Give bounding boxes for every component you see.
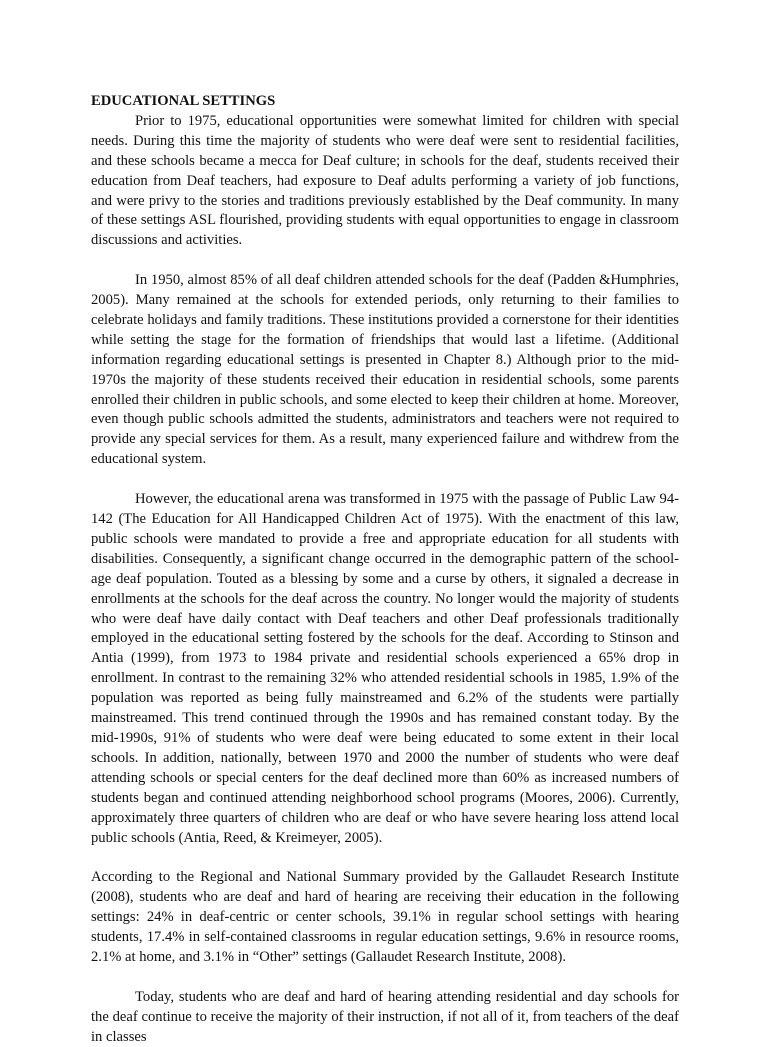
- document-body: [91, 92, 679, 1047]
- paragraph-3: However, the educational arena was transformed in 1975 with the passage of Public Law 94-142 (The Education for All Handicapped Children Act of 1975). With the enactment of this law, public schools were mandated to provide a free and appropriate education for all students with disabilities. Consequently, a significant change occurred in the demographic pattern of the school-age deaf population. Touted as a blessing by some and a curse by others, it signaled a decrease in enrollments at the schools for the deaf across the country. No longer would the majority of students who were deaf have daily contact with Deaf teachers and other Deaf professionals traditionally employed in the educational setting fostered by the schools for the deaf. According to Stinson and Antia (1999), from 1973 to 1984 private and residential schools experienced a 65% drop in enrollment. In contrast to the remaining 32% who attended residential schools in 1985, 1.9% of the population was reported as being fully mainstreamed and 6.2% of the students were partially mainstreamed. This trend continued through the 1990s and has remained constant today. By the mid-1990s, 91% of students who were deaf were being educated to some extent in their local schools. In addition, nationally, between 1970 and 2000 the number of students who were deaf attending schools or special centers for the deaf declined more than 60% as increased numbers of students began and continued attending neighborhood school programs (Moores, 2006). Currently, approximately three quarters of children who are deaf or who have severe hearing loss attend local public schools (Antia, Reed, & Kreimeyer, 2005).: [91, 491, 679, 846]
- paragraph-4: According to the Regional and National Summary provided by the Gallaudet Research Institute (2008), students who are deaf and hard of hearing are receiving their education in the following settings: 24% in deaf-centric or center schools, 39.1% in regular school settings with hearing students, 17.4% in self-contained classrooms in regular education settings, 9.6% in resource rooms, 2.1% at home, and 3.1% in “Other” settings (Gallaudet Research Institute, 2008).: [91, 869, 679, 965]
- paragraph-2: In 1950, almost 85% of all deaf children attended schools for the deaf (Padden &Humphries, 2005). Many remained at the schools for extended periods, only returning to their families to celebrate holidays and family traditions. These institutions provided a cornerstone for their identities while setting the stage for the formation of friendships that would last a lifetime. (Additional information regarding educational settings is presented in Chapter 8.) Although prior to the mid-1970s the majority of these students received their education in residential schools, some parents enrolled their children in public schools, and some elected to keep their children at home. Moreover, even though public schools admitted the students, administrators and teachers were not required to provide any special services for them. As a result, many experienced failure and withdrew from the educational system.: [91, 272, 679, 468]
- section-heading: EDUCATIONAL SETTINGS: [91, 93, 276, 109]
- paragraph-5: Today, students who are deaf and hard of hearing attending residential and day schools for the deaf continue to receive the majority of their instruction, if not all of it, from teachers of the deaf in classes: [91, 988, 679, 1045]
- paragraph-1: Prior to 1975, educational opportunities were somewhat limited for children with special needs. During this time the majority of students who were deaf were sent to residential facilities, and these schools became a mecca for Deaf culture; in schools for the deaf, students received their education from Deaf teachers, had exposure to Deaf adults performing a variety of job functions, and were privy to the stories and traditions previously established by the Deaf community. In many of these settings ASL flourished, providing students with equal opportunities to engage in classroom discussions and activities.: [91, 112, 679, 249]
